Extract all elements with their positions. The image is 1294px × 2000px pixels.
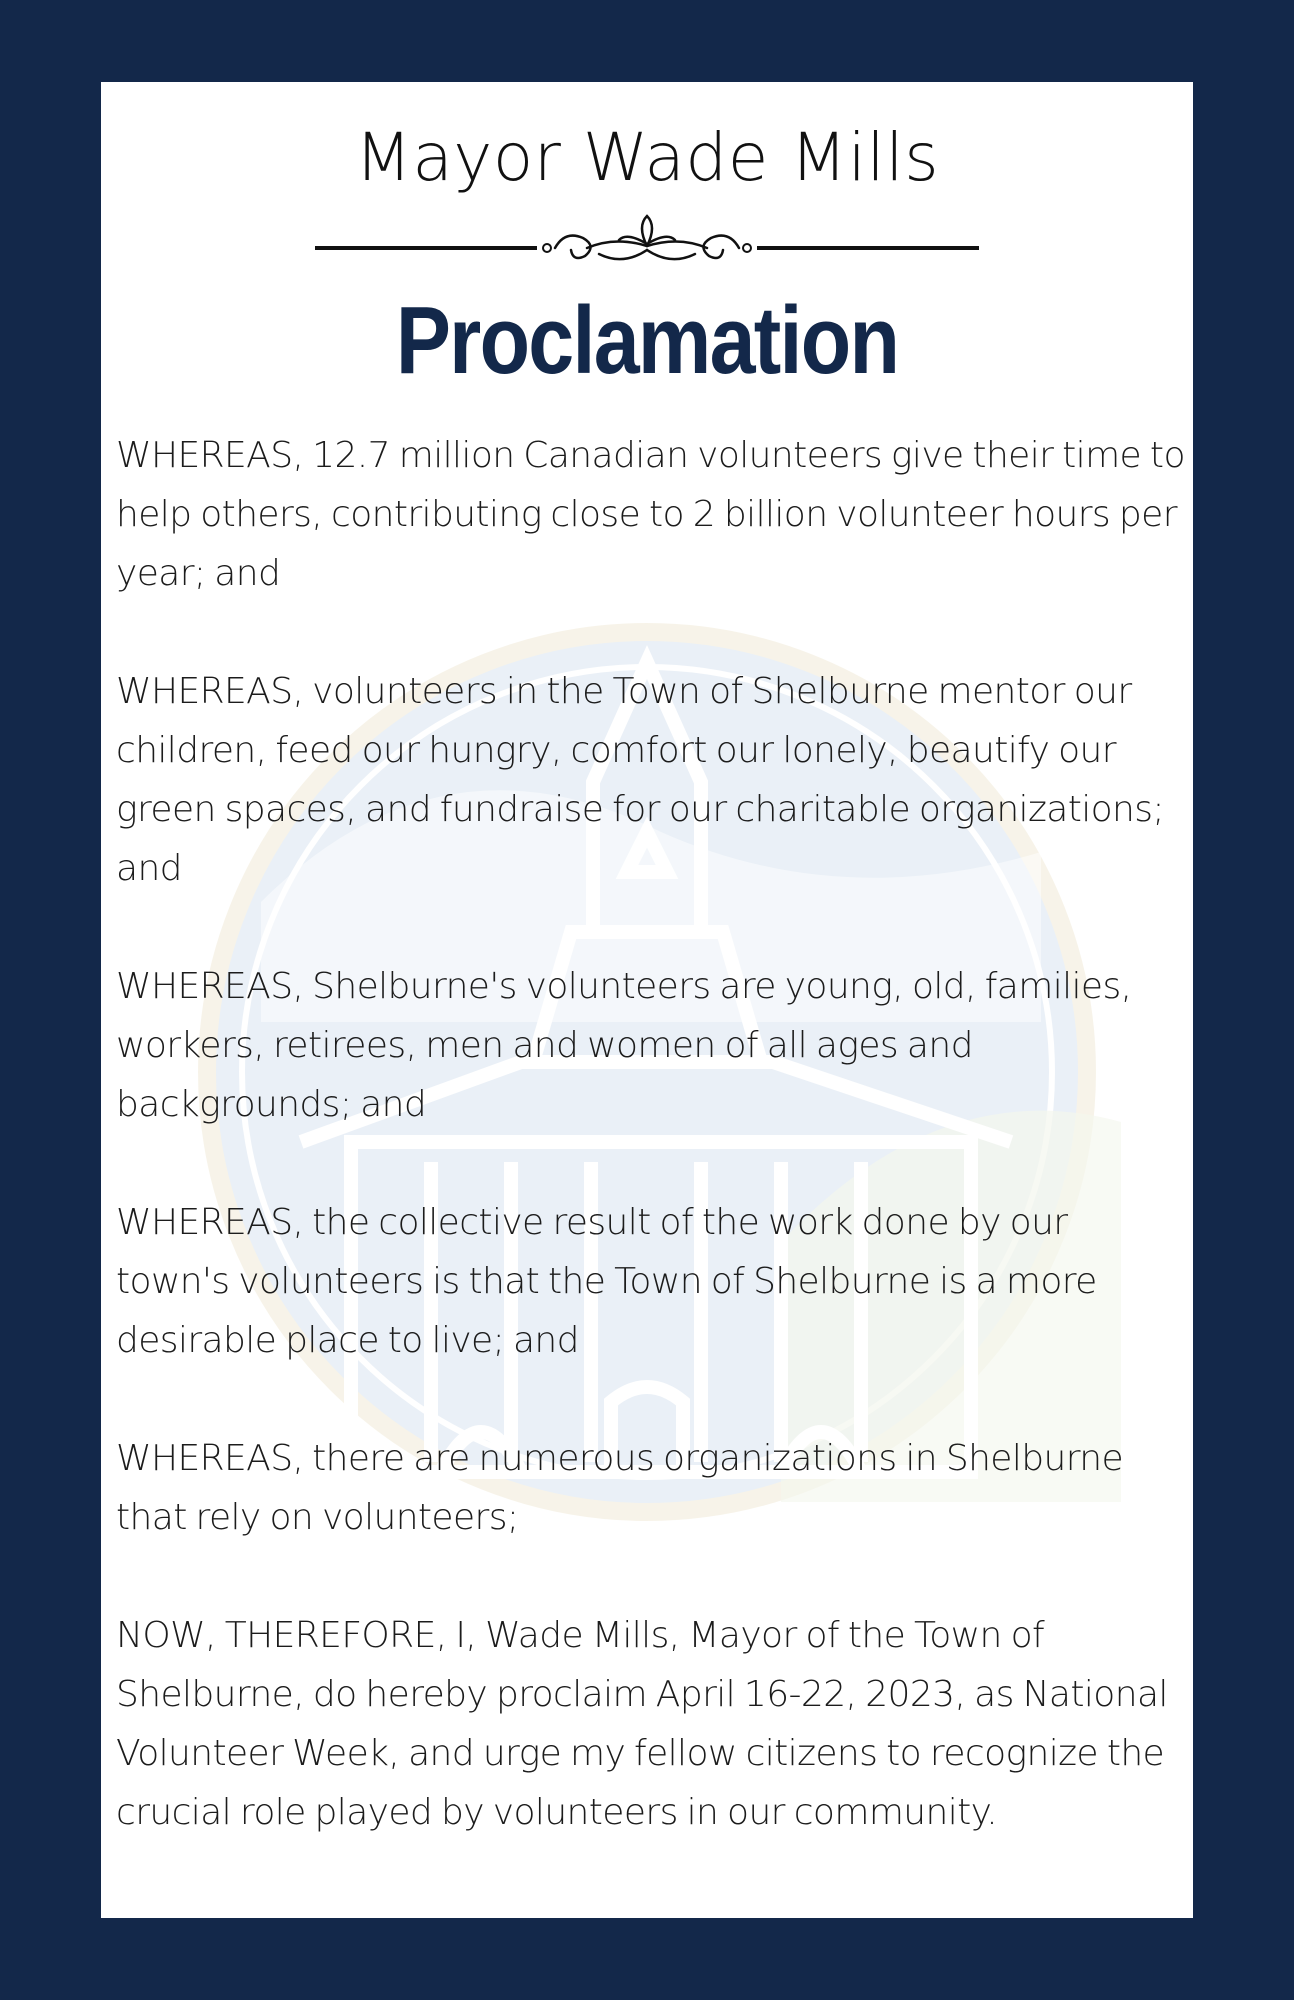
proclamation-card (101, 82, 1193, 1918)
page-title: Proclamation (395, 287, 899, 394)
whereas-paragraph: WHEREAS, 12.7 million Canadian volunteers give their time to help others, contributing close to 2 billion volunteer hours per year; and (116, 435, 1185, 594)
ornamental-divider-icon (315, 210, 979, 280)
whereas-paragraph: WHEREAS, the collective result of the work done by our town's volunteers is that the Town of Shelburne is a more desirable place to live; and (116, 1202, 1097, 1361)
proclamation-body (116, 426, 1186, 1842)
mayor-name: Mayor Wade Mills (354, 119, 940, 196)
proclamation-header (101, 82, 1193, 396)
whereas-paragraph: WHEREAS, Shelburne's volunteers are young, old, families, workers, retirees, men and women of all ages and backgrounds; and (116, 966, 1132, 1125)
whereas-paragraph: WHEREAS, there are numerous organizations in Shelburne that rely on volunteers; (116, 1438, 1124, 1538)
whereas-paragraph: WHEREAS, volunteers in the Town of Shelburne mentor our children, feed our hungry, comfort our lonely, beautify our green spaces, and fundraise for our charitable organizations; and (116, 671, 1164, 889)
therefore-paragraph: NOW, THEREFORE, I, Wade Mills, Mayor of the Town of Shelburne, do hereby proclaim April 16-22, 2023, as National Volunteer Week, and urge my fellow citizens to recognize the crucial role played by volunteers in our community. (116, 1615, 1168, 1833)
